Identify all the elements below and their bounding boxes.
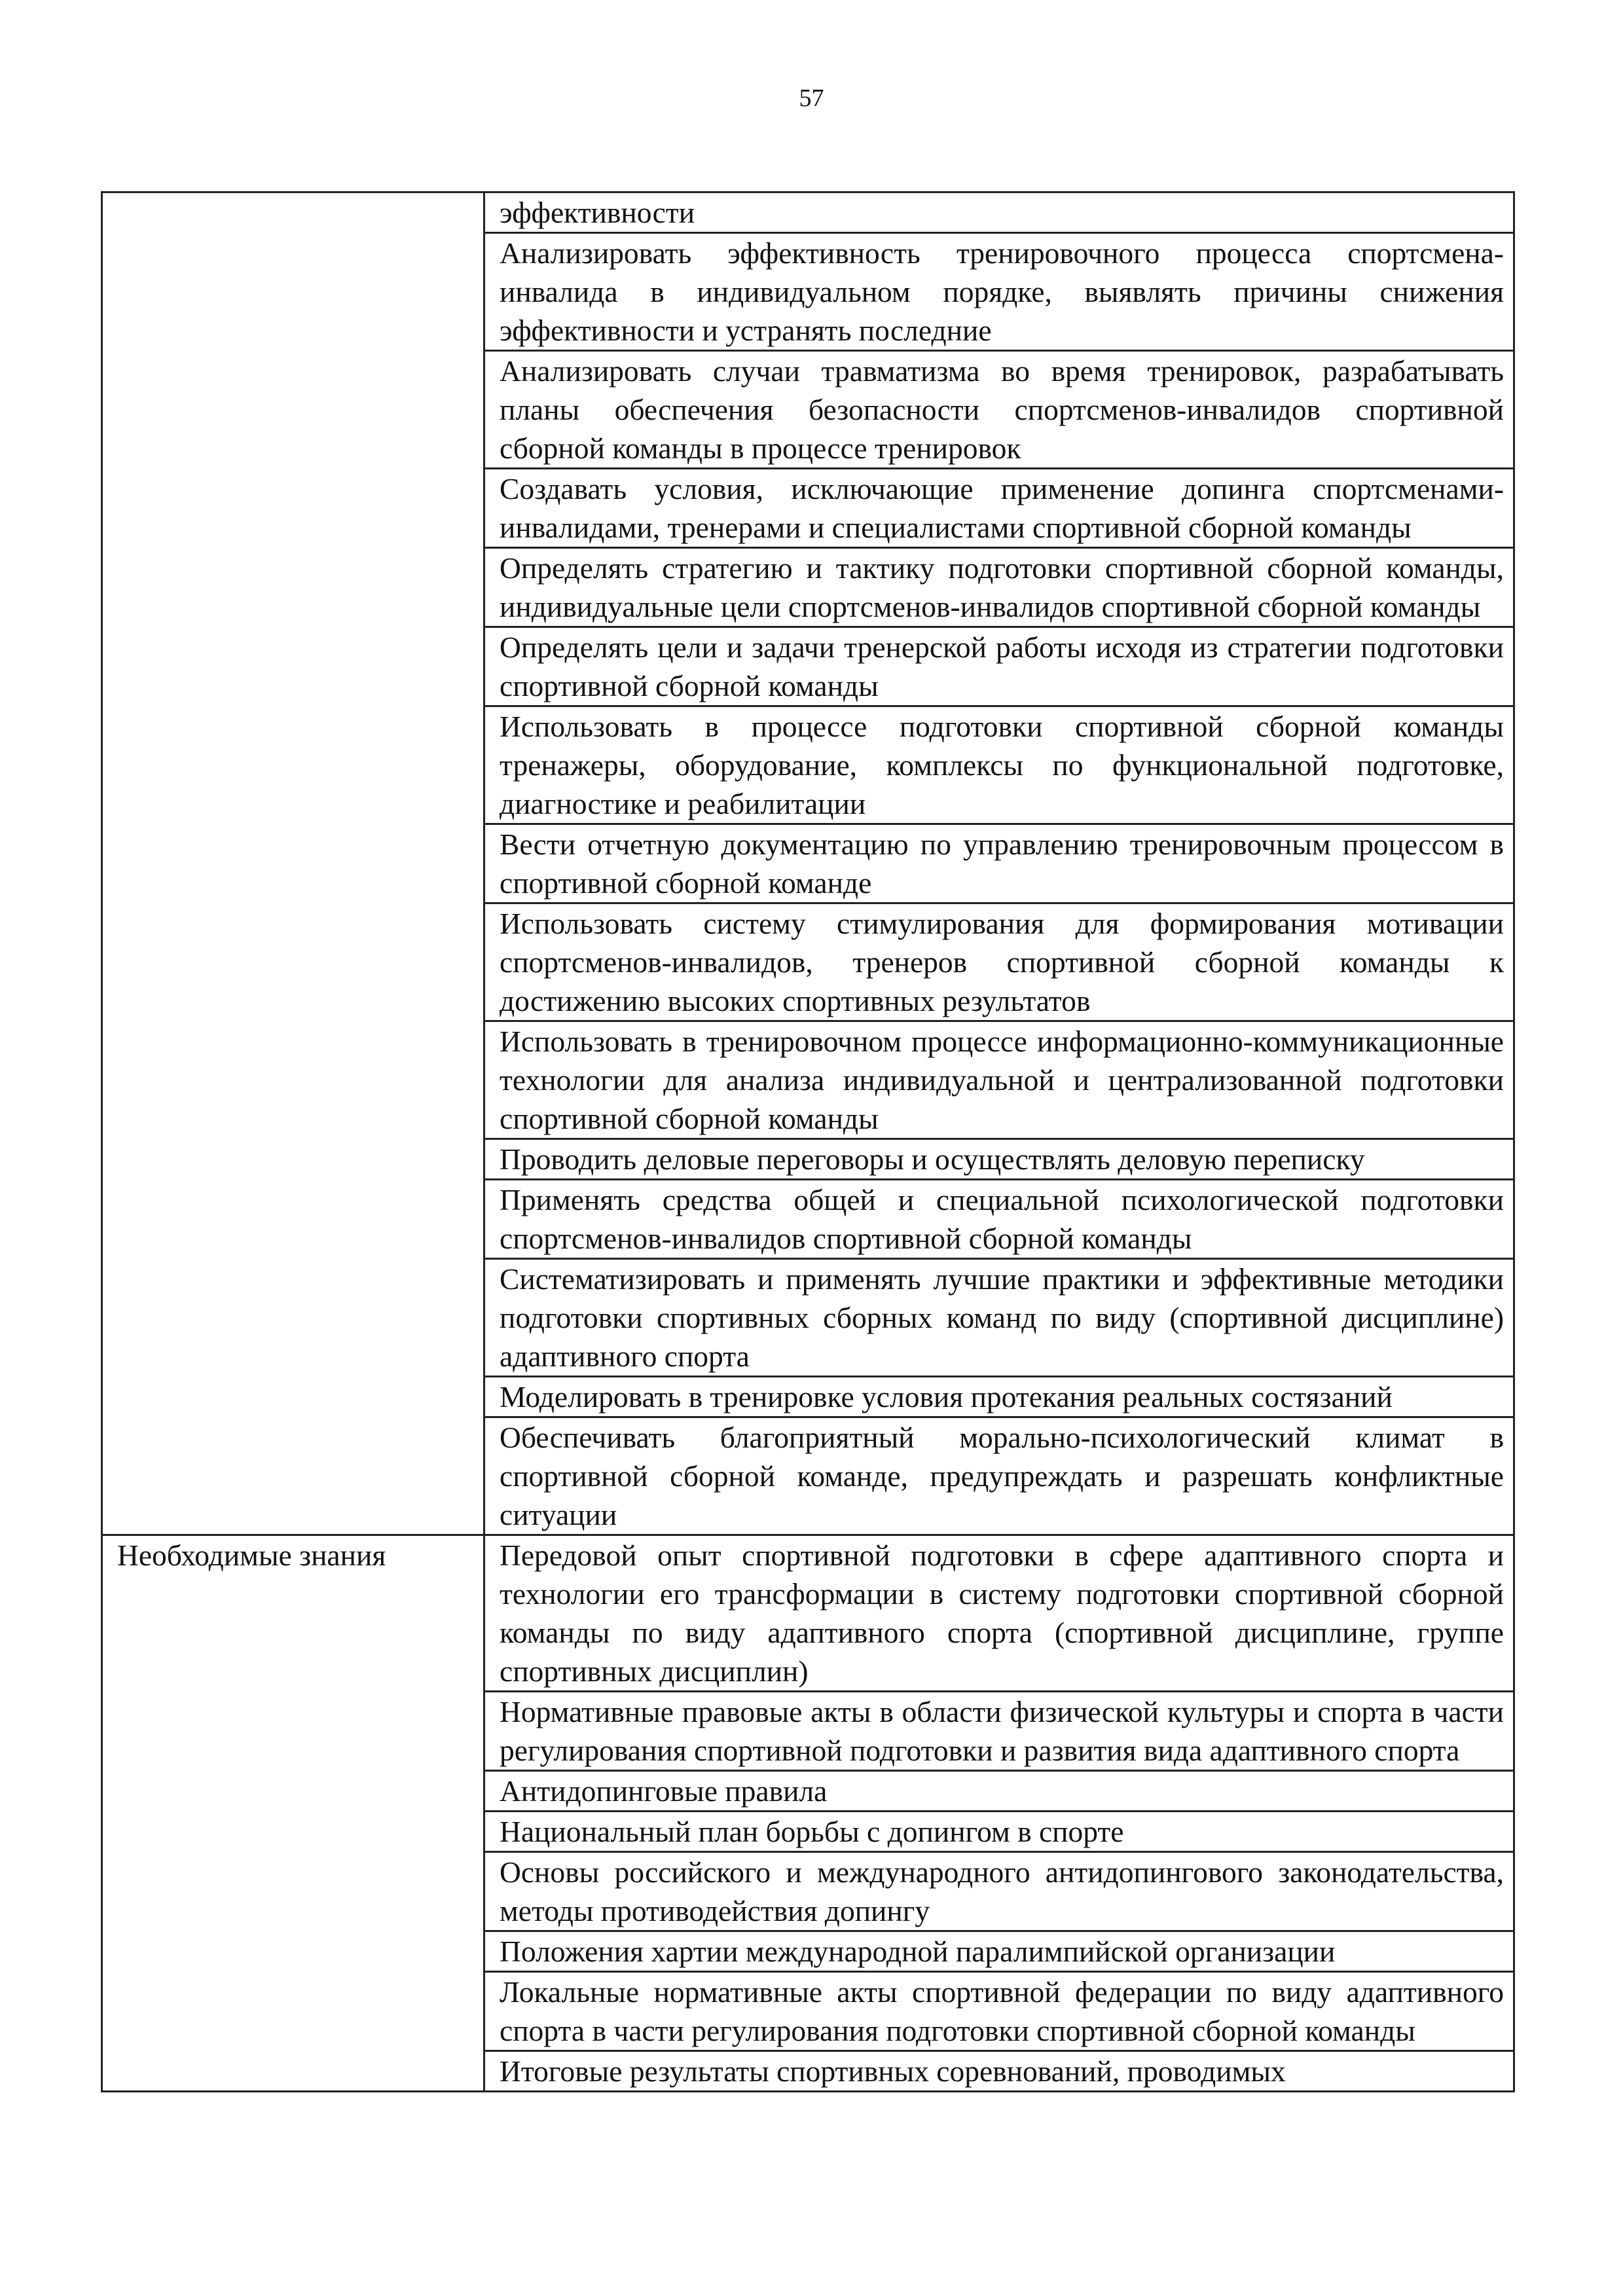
knowledge-item: Итоговые результаты спортивных соревнований, проводимых xyxy=(484,2051,1514,2092)
skill-item: Вести отчетную документацию по управлению тренировочным процессом в спортивной сборной команде xyxy=(484,824,1514,903)
skill-item: Анализировать эффективность тренировочного процесса спортсмена-инвалида в индивидуальном порядке, выявлять причины снижения эффективности и устранять последние xyxy=(484,233,1514,351)
knowledge-item: Национальный план борьбы с допингом в спорте xyxy=(484,1812,1514,1852)
skill-item: Использовать в процессе подготовки спортивной сборной команды тренажеры, оборудование, комплексы по функциональной подготовке, диагностике и реабилитации xyxy=(484,706,1514,824)
skill-item: Проводить деловые переговоры и осуществлять деловую переписку xyxy=(484,1139,1514,1180)
knowledge-item: Положения хартии международной паралимпийской организации xyxy=(484,1931,1514,1972)
table-row xyxy=(102,1535,1514,1692)
table-row xyxy=(102,192,1514,233)
skill-item: Создавать условия, исключающие применение допинга спортсменами-инвалидами, тренерами и специалистами спортивной сборной команды xyxy=(484,469,1514,548)
knowledge-item: Антидопинговые правила xyxy=(484,1771,1514,1812)
skill-item: Обеспечивать благоприятный морально-психологический климат в спортивной сборной команде, предупреждать и разрешать конфликтные ситуации xyxy=(484,1417,1514,1535)
page-number: 57 xyxy=(799,84,824,112)
knowledge-item: Нормативные правовые акты в области физической культуры и спорта в части регулирования спортивной подготовки и развития вида адаптивного спорта xyxy=(484,1692,1514,1771)
skill-item: Систематизировать и применять лучшие практики и эффективные методики подготовки спортивных сборных команд по виду (спортивной дисциплине) адаптивного спорта xyxy=(484,1259,1514,1377)
competency-table xyxy=(101,191,1515,2092)
skill-item: эффективности xyxy=(484,192,1514,233)
skill-item: Определять стратегию и тактику подготовки спортивной сборной команды, индивидуальные цели спортсменов-инвалидов спортивной сборной команды xyxy=(484,548,1514,627)
knowledge-item: Основы российского и международного антидопингового законодательства, методы противодействия допингу xyxy=(484,1852,1514,1931)
skill-item: Анализировать случаи травматизма во время тренировок, разрабатывать планы обеспечения безопасности спортсменов-инвалидов спортивной сборной команды в процессе тренировок xyxy=(484,351,1514,469)
section-label-empty xyxy=(102,192,484,1535)
skill-item: Использовать систему стимулирования для формирования мотивации спортсменов-инвалидов, тренеров спортивной сборной команды к достижению высоких спортивных результатов xyxy=(484,903,1514,1021)
knowledge-item: Передовой опыт спортивной подготовки в сфере адаптивного спорта и технологии его трансформации в систему подготовки спортивной сборной команды по виду адаптивного спорта (спортивной дисциплине, группе спортивных дисциплин) xyxy=(484,1535,1514,1692)
knowledge-item: Локальные нормативные акты спортивной федерации по виду адаптивного спорта в части регулирования подготовки спортивной сборной команды xyxy=(484,1972,1514,2051)
skill-item: Применять средства общей и специальной психологической подготовки спортсменов-инвалидов спортивной сборной команды xyxy=(484,1180,1514,1259)
skill-item: Определять цели и задачи тренерской работы исходя из стратегии подготовки спортивной сборной команды xyxy=(484,627,1514,706)
skill-item: Использовать в тренировочном процессе информационно-коммуникационные технологии для анализа индивидуальной и централизованной подготовки спортивной сборной команды xyxy=(484,1021,1514,1139)
skill-item: Моделировать в тренировке условия протекания реальных состязаний xyxy=(484,1377,1514,1417)
section-label-knowledge: Необходимые знания xyxy=(102,1535,484,2092)
